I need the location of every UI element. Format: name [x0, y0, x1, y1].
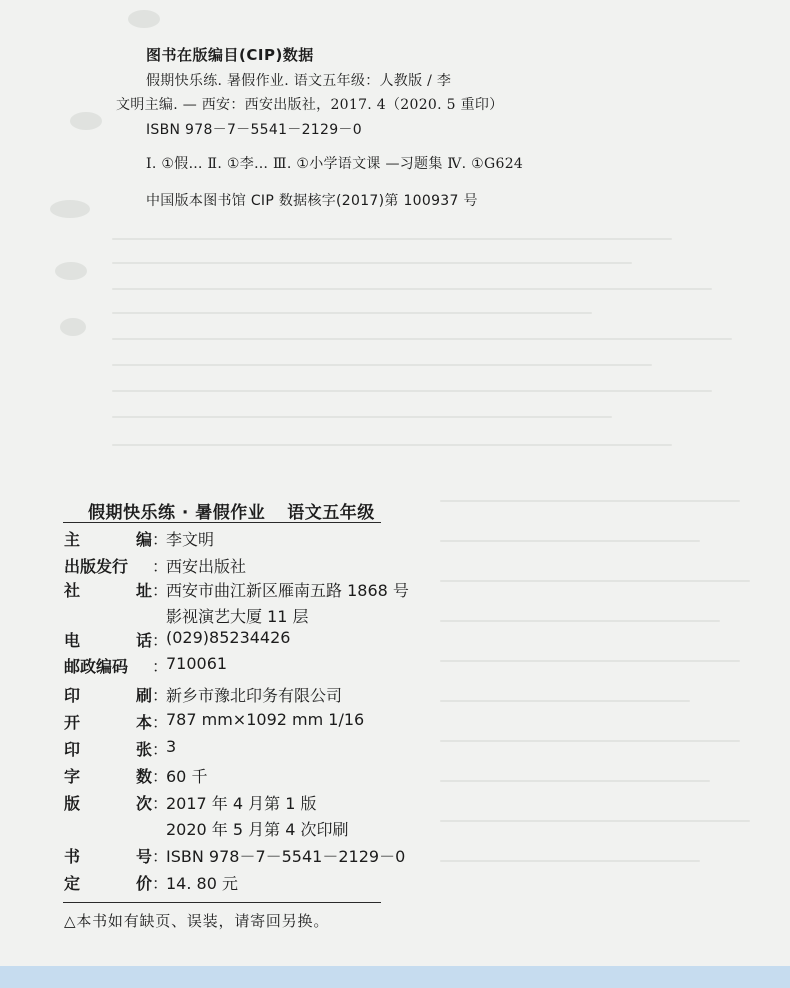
detail-value: ISBN 978－7－5541－2129－0 [166, 847, 406, 866]
detail-label-colon: ： [152, 794, 169, 813]
detail-label [64, 737, 169, 763]
detail-label-text: 号 [136, 847, 153, 866]
defect-notice: △本书如有缺页、误装，请寄回另换。 [64, 912, 330, 930]
top-rule [63, 522, 381, 523]
detail-label-text: 主 [64, 530, 81, 549]
detail-value-continuation: 影视演艺大厦 11 层 [166, 607, 309, 626]
detail-value: 李文明 [166, 530, 215, 549]
detail-label-colon: ： [152, 740, 169, 759]
detail-label-colon: ： [152, 631, 169, 650]
detail-label [64, 628, 169, 654]
bottom-rule [63, 902, 381, 903]
detail-label [64, 791, 169, 817]
detail-label [64, 871, 169, 897]
detail-label-text: 出版发行 [64, 557, 129, 576]
detail-label [64, 764, 169, 790]
detail-label [64, 654, 169, 680]
detail-label-text: 印 [64, 740, 81, 759]
detail-label-text: 张 [136, 740, 153, 759]
detail-label-text: 开 [64, 713, 81, 732]
detail-label-colon: ： [152, 657, 169, 676]
detail-label-text: 书 [64, 847, 81, 866]
detail-label-text: 版 [64, 794, 81, 813]
detail-label-colon: ： [152, 530, 169, 549]
detail-value: 787 mm×1092 mm 1/16 [166, 710, 365, 729]
detail-value: 3 [166, 737, 177, 756]
detail-label-colon: ： [152, 767, 169, 786]
detail-label-text: 社 [64, 581, 81, 600]
cip-classification: Ⅰ. ①假… Ⅱ. ①李… Ⅲ. ①小学语文课 —习题集 Ⅳ. ①G624 [146, 156, 524, 172]
detail-value: 14. 80 元 [166, 874, 238, 893]
cip-cataloging-record: 中国版本图书馆 CIP 数据核字(2017)第 100937 号 [146, 193, 478, 209]
book-info-block [0, 480, 790, 960]
detail-value: 西安市曲江新区雁南五路 1868 号 [166, 581, 409, 600]
detail-label [64, 710, 169, 736]
detail-value: 710061 [166, 654, 228, 673]
detail-value: 西安出版社 [166, 557, 247, 576]
detail-label-text: 数 [136, 767, 153, 786]
detail-value: 新乡市豫北印务有限公司 [166, 686, 343, 705]
book-title-text: 假期快乐练 · 暑假作业 [88, 503, 266, 523]
detail-label-text: 编 [136, 530, 153, 549]
detail-label-text: 话 [136, 631, 153, 650]
detail-label [64, 554, 169, 580]
cip-description-line2: 文明主编. — 西安：西安出版社，2017. 4（2020. 5 重印） [116, 97, 504, 113]
detail-label [64, 844, 169, 870]
detail-label-colon: ： [152, 874, 169, 893]
cip-title: 图书在版编目(CIP)数据 [146, 46, 314, 64]
detail-value: (029)85234426 [166, 628, 291, 647]
detail-label-text: 址 [136, 581, 153, 600]
detail-label-colon: ： [152, 557, 169, 576]
detail-label [64, 683, 169, 709]
detail-label-text: 价 [136, 874, 153, 893]
detail-label-text: 刷 [136, 686, 153, 705]
cip-description-line1: 假期快乐练. 暑假作业. 语文五年级：人教版 / 李 [146, 73, 452, 89]
detail-label-text: 电 [64, 631, 81, 650]
book-grade: 语文五年级 [287, 503, 375, 523]
detail-label-colon: ： [152, 713, 169, 732]
detail-value: 2017 年 4 月第 1 版 [166, 794, 317, 813]
cip-isbn: ISBN 978－7－5541－2129－0 [146, 122, 362, 138]
detail-label [64, 578, 169, 604]
detail-label-colon: ： [152, 581, 169, 600]
book-title [88, 498, 375, 523]
detail-label-text: 印 [64, 686, 81, 705]
page-bottom-edge [0, 966, 790, 988]
detail-label-text: 字 [64, 767, 81, 786]
detail-label [64, 527, 169, 553]
detail-value-continuation: 2020 年 5 月第 4 次印刷 [166, 820, 349, 839]
detail-label-text: 定 [64, 874, 81, 893]
detail-label-text: 邮政编码 [64, 657, 129, 676]
detail-label-colon: ： [152, 847, 169, 866]
detail-label-text: 本 [136, 713, 153, 732]
detail-label-text: 次 [136, 794, 153, 813]
cip-block [0, 0, 790, 240]
detail-value: 60 千 [166, 767, 208, 786]
detail-label-colon: ： [152, 686, 169, 705]
